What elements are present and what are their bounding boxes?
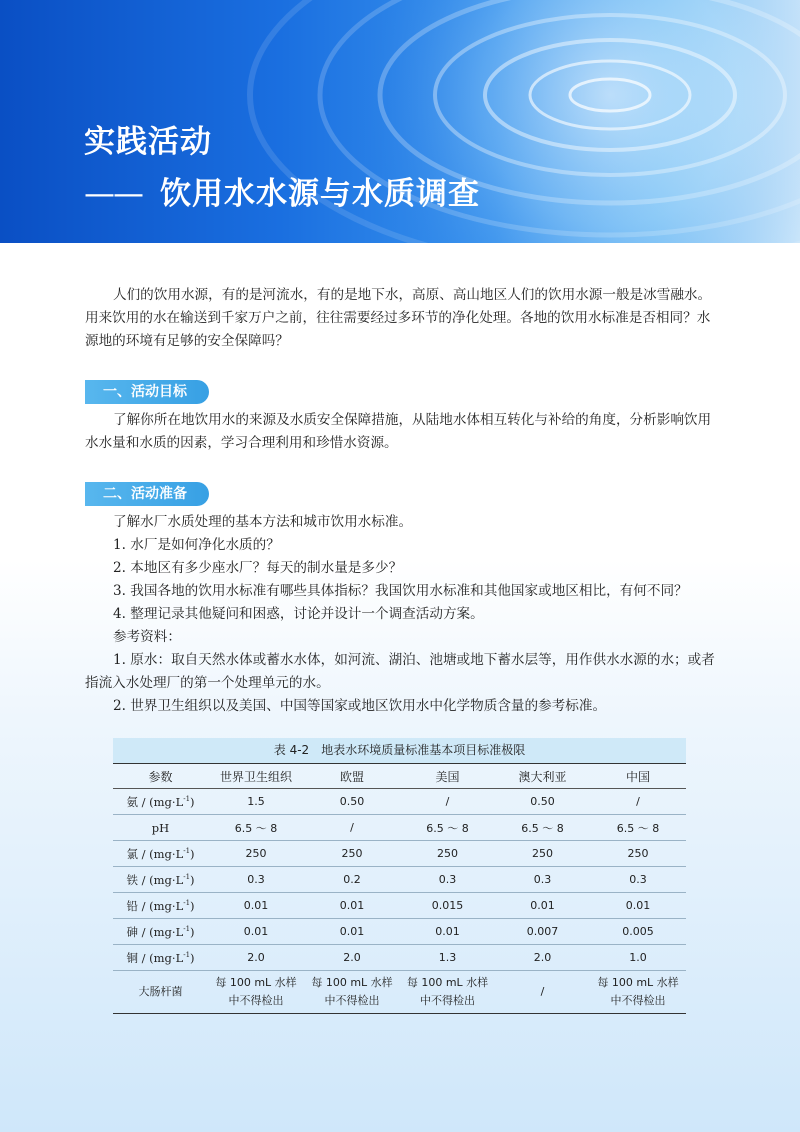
column-header: 世界卫生组织 (208, 764, 304, 789)
parameter-cell (113, 841, 208, 867)
value-cell (208, 971, 304, 1014)
value-cell: 0.01 (590, 893, 686, 919)
parameter-cell (113, 893, 208, 919)
table-row (113, 867, 686, 893)
table-row (113, 815, 686, 841)
value-cell: 0.01 (400, 919, 495, 945)
value-cell: 250 (590, 841, 686, 867)
reference-item: 1. 原水：取自天然水体或蓄水水体，如河流、湖泊、池塘或地下蓄水层等，用作供水水源的水；或者指流入水处理厂的第一个处理单元的水。 (85, 652, 715, 691)
parameter-name: pH (151, 820, 170, 835)
standards-table (113, 738, 686, 1014)
value-cell: 250 (400, 841, 495, 867)
value-cell: 0.2 (304, 867, 400, 893)
value-cell: 2.0 (495, 945, 590, 971)
value-cell: / (590, 789, 686, 815)
value-cell: 6.5 ～ 8 (495, 815, 590, 841)
value-cell: 6.5 ～ 8 (400, 815, 495, 841)
value-cell: 1.3 (400, 945, 495, 971)
value-line: 每 100 mL 水样 (597, 976, 679, 989)
value-line: 中不得检出 (420, 994, 475, 1007)
unit-exponent: -1 (183, 898, 191, 907)
unit-exponent: -1 (183, 924, 191, 933)
references-label: 参考资料： (113, 629, 181, 645)
unit-exponent: -1 (183, 872, 191, 881)
value-cell: 1.5 (208, 789, 304, 815)
parameter-cell (113, 867, 208, 893)
unit-exponent: -1 (183, 950, 191, 959)
value-cell (495, 971, 590, 1014)
value-cell: 0.01 (208, 893, 304, 919)
table-row (113, 945, 686, 971)
parameter-name: 砷 / (mg·L (126, 924, 184, 939)
value-cell: 0.3 (590, 867, 686, 893)
unit-close: ) (190, 898, 195, 913)
prep-line: 4. 整理记录其他疑问和困惑，讨论并设计一个调查活动方案。 (113, 606, 484, 622)
column-header: 中国 (590, 764, 686, 789)
value-line: 每 100 mL 水样 (215, 976, 297, 989)
subtitle-text: 饮用水水源与水质调查 (160, 176, 480, 212)
page-title: 实践活动 (84, 124, 212, 160)
table-caption: 表 4-2 地表水环境质量标准基本项目标准极限 (113, 738, 686, 763)
unit-close: ) (190, 950, 195, 965)
value-cell: 250 (495, 841, 590, 867)
page-subtitle (84, 168, 480, 213)
unit-close: ) (190, 924, 195, 939)
column-header: 美国 (400, 764, 495, 789)
value-cell: 0.01 (304, 919, 400, 945)
parameter-name: 氯 / (mg·L (126, 846, 184, 861)
value-cell: 0.01 (208, 919, 304, 945)
column-header: 澳大利亚 (495, 764, 590, 789)
value-cell: 0.007 (495, 919, 590, 945)
unit-exponent: -1 (183, 794, 191, 803)
value-cell: 250 (208, 841, 304, 867)
prep-line: 3. 我国各地的饮用水标准有哪些具体指标？我国饮用水标准和其他国家或地区相比，有何不同？ (113, 583, 688, 599)
table-row (113, 971, 686, 1014)
parameter-cell (113, 789, 208, 815)
column-header: 欧盟 (304, 764, 400, 789)
prep-line: 了解水厂水质处理的基本方法和城市饮用水标准。 (113, 514, 413, 530)
value-cell: 0.3 (400, 867, 495, 893)
unit-close: ) (190, 794, 195, 809)
value-cell: 2.0 (304, 945, 400, 971)
reference-item: 2. 世界卫生组织以及美国、中国等国家或地区饮用水中化学物质含量的参考标准。 (113, 698, 607, 714)
unit-close: ) (190, 846, 195, 861)
value-cell: 0.005 (590, 919, 686, 945)
value-line: 中不得检出 (610, 994, 666, 1007)
parameter-cell (113, 815, 208, 841)
value-cell: 1.0 (590, 945, 686, 971)
value-cell: 250 (304, 841, 400, 867)
value-line: 中不得检出 (324, 994, 380, 1007)
value-cell (400, 971, 495, 1014)
table-row (113, 893, 686, 919)
value-cell: 0.50 (495, 789, 590, 815)
value-cell: 0.01 (495, 893, 590, 919)
section-heading-goals: 一、活动目标 (85, 380, 209, 404)
value-cell (304, 971, 400, 1014)
column-header: 参数 (113, 764, 208, 789)
parameter-cell (113, 919, 208, 945)
value-cell: 2.0 (208, 945, 304, 971)
header-banner (0, 0, 800, 243)
value-cell: 6.5 ～ 8 (208, 815, 304, 841)
value-line: 每 100 mL 水样 (406, 976, 489, 989)
value-cell: 0.015 (400, 893, 495, 919)
value-line: 每 100 mL 水样 (311, 976, 393, 989)
prep-line: 2. 本地区有多少座水厂？每天的制水量是多少？ (113, 560, 403, 576)
unit-close: ) (190, 872, 195, 887)
table-row (113, 919, 686, 945)
title-dash: —— (84, 176, 142, 212)
unit-exponent: -1 (183, 846, 191, 855)
prep-line: 1. 水厂是如何净化水质的？ (113, 537, 280, 553)
table-row (113, 789, 686, 815)
value-cell: 0.3 (208, 867, 304, 893)
parameter-name: 铜 / (mg·L (126, 950, 184, 965)
table-header-row (113, 764, 686, 789)
value-cell: 0.3 (495, 867, 590, 893)
standards-table-grid (113, 763, 686, 1014)
value-line: 中不得检出 (228, 994, 284, 1007)
parameter-name: 铅 / (mg·L (126, 898, 184, 913)
parameter-cell (113, 945, 208, 971)
value-cell: 0.01 (304, 893, 400, 919)
main-content (85, 284, 715, 718)
value-cell: 0.50 (304, 789, 400, 815)
goals-paragraph: 了解你所在地饮用水的来源及水质安全保障措施，从陆地水体相互转化与补给的角度，分析影响饮用水水量和水质的因素，学习合理利用和珍惜水资源。 (85, 412, 712, 451)
value-cell: / (304, 815, 400, 841)
value-cell: / (400, 789, 495, 815)
value-line: / (540, 985, 545, 998)
section-heading-preparation: 二、活动准备 (85, 482, 209, 506)
parameter-name: 铁 / (mg·L (126, 872, 184, 887)
table-row (113, 841, 686, 867)
value-cell (590, 971, 686, 1014)
parameter-name: 氨 / (mg·L (126, 794, 184, 809)
parameter-cell: 大肠杆菌 (113, 971, 208, 1014)
value-cell: 6.5 ～ 8 (590, 815, 686, 841)
intro-paragraph: 人们的饮用水源，有的是河流水，有的是地下水，高原、高山地区人们的饮用水源一般是冰雪融水。用来饮用的水在输送到千家万户之前，往往需要经过多环节的净化处理。各地的饮用水标准是否相同？水源地的环境有足够的安全保障吗？ (85, 287, 712, 349)
